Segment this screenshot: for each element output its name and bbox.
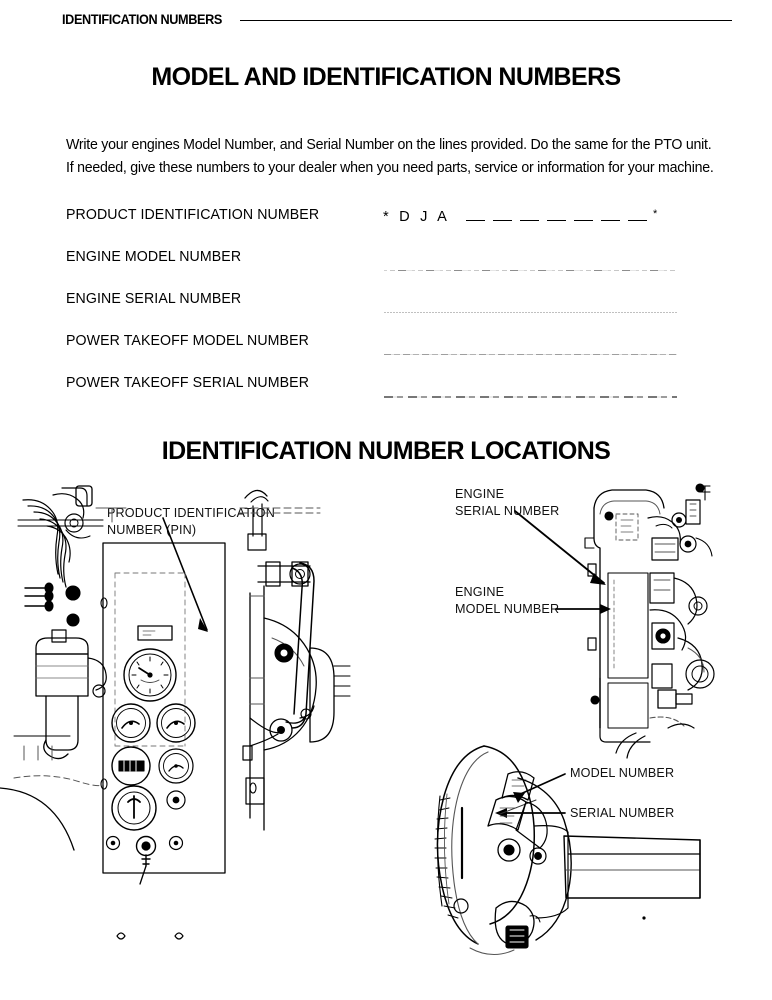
drain-plug — [506, 926, 528, 948]
pin-blank[interactable] — [628, 207, 647, 221]
pin-blank[interactable] — [520, 207, 539, 221]
callout-pin-line-1: PRODUCT IDENTIFICATION — [107, 506, 275, 520]
coolant-hose — [674, 578, 697, 624]
housing-wall — [250, 586, 264, 830]
panel-hole-right — [250, 783, 256, 793]
label-power-takeoff-serial-number: POWER TAKEOFF SERIAL NUMBER — [66, 375, 310, 391]
pin-nameplate — [138, 626, 172, 640]
label-engine-model-number: ENGINE MODEL NUMBER — [66, 249, 242, 265]
form-row-engine-serial-number — [66, 291, 726, 333]
engine-model-arrowhead — [600, 604, 611, 614]
pto-nameplates — [488, 772, 547, 848]
power-takeoff-unit — [435, 746, 700, 955]
figure-illustrations — [0, 478, 772, 1000]
floor-contour — [0, 788, 74, 850]
pin-blank[interactable] — [547, 207, 566, 221]
fuel-filter-assembly — [36, 630, 106, 759]
panel-hole-bottom — [101, 779, 107, 789]
panel-fastener-left — [117, 933, 125, 939]
write-in-line-power-takeoff-serial-number[interactable] — [384, 396, 677, 398]
locations-title: IDENTIFICATION NUMBER LOCATIONS — [161, 437, 611, 465]
label-engine-serial-number: ENGINE SERIAL NUMBER — [66, 291, 242, 307]
engine-accessories — [648, 484, 714, 728]
bell-housing-front — [484, 746, 534, 924]
housing-plug — [454, 899, 468, 913]
form-row-power-takeoff-model-number — [66, 333, 726, 375]
ignition-key — [140, 866, 146, 884]
callout-pto-model-number: MODEL NUMBER — [570, 766, 675, 780]
pin-blank-group[interactable] — [466, 207, 647, 221]
terminal-studs — [25, 583, 53, 611]
engine-side-view — [515, 484, 714, 758]
fuel-pump — [650, 573, 674, 603]
pin-suffix: * — [653, 208, 658, 220]
pin-blank[interactable] — [574, 207, 593, 221]
pto-serial-arrowhead — [495, 808, 507, 818]
cross-rail — [18, 520, 103, 526]
rail-boss — [65, 514, 83, 532]
detail-dot — [642, 916, 645, 919]
form-row-power-takeoff-serial-number — [66, 375, 726, 417]
form-row-engine-model-number — [66, 249, 726, 291]
engine-serial-arrowhead — [590, 573, 606, 585]
control-panel-assembly — [0, 486, 350, 939]
callout-pin-line-2: NUMBER (PIN) — [107, 523, 197, 537]
pin-blank[interactable] — [601, 207, 620, 221]
tachometer-needle — [139, 668, 150, 675]
header-rule — [240, 20, 732, 21]
cover-bolt — [605, 512, 613, 520]
intro-paragraph: Write your engines Model Number, and Serial Number on the lines provided. Do the same for the PTO unit. If needed, give these numbers to your dealer when you need parts, service or information for your machine. — [66, 137, 714, 177]
throttle-indicator — [128, 796, 140, 818]
illustrations-svg — [0, 478, 772, 1000]
callout-engine-model-line-1: ENGINE — [455, 585, 505, 599]
panel-fastener-right — [175, 933, 183, 939]
callout-engine-model-line-2: MODEL NUMBER — [455, 602, 560, 616]
write-in-line-engine-serial-number[interactable] — [384, 312, 677, 313]
spline-lines — [334, 666, 350, 696]
pin-prefix: * D J A — [383, 209, 451, 225]
ignition-key-switch — [137, 837, 156, 885]
engine-serial-leader — [515, 511, 604, 583]
callout-pto-serial-number: SERIAL NUMBER — [570, 806, 675, 820]
identification-form — [66, 207, 726, 417]
block-boss-lower — [588, 638, 596, 650]
label-power-takeoff-model-number: POWER TAKEOFF MODEL NUMBER — [66, 333, 309, 349]
callout-engine-serial-line-1: ENGINE — [455, 487, 505, 501]
write-in-line-power-takeoff-model-number[interactable] — [384, 354, 677, 355]
page-title: MODEL AND IDENTIFICATION NUMBERS — [151, 63, 621, 91]
output-shaft — [564, 836, 700, 898]
panel-hole-top — [101, 598, 107, 608]
pin-fill-in[interactable] — [383, 207, 657, 225]
engine-serial-plate — [616, 514, 638, 540]
block-left-edge — [594, 508, 600, 728]
solenoid-terminal — [66, 586, 80, 600]
pin-blank[interactable] — [466, 207, 485, 221]
sensor-terminal — [67, 614, 79, 626]
form-row-product-identification-number — [66, 207, 726, 249]
pin-nameplate-text — [143, 631, 155, 635]
transmission-lever-assembly — [240, 490, 350, 830]
pin-blank[interactable] — [493, 207, 512, 221]
oil-pan-drain — [658, 690, 676, 708]
hour-meter-digits — [119, 761, 144, 771]
bell-housing-inner — [452, 752, 488, 944]
pto-model-leader — [516, 774, 565, 796]
write-in-line-engine-model-number[interactable] — [384, 270, 677, 271]
tachometer-scale — [141, 680, 159, 683]
label-product-identification-number: PRODUCT IDENTIFICATION NUMBER — [66, 207, 320, 223]
page-running-header — [62, 8, 732, 30]
callout-engine-serial-line-2: SERIAL NUMBER — [455, 504, 560, 518]
running-head-text: IDENTIFICATION NUMBERS — [62, 11, 222, 27]
injection-pump — [652, 538, 678, 560]
